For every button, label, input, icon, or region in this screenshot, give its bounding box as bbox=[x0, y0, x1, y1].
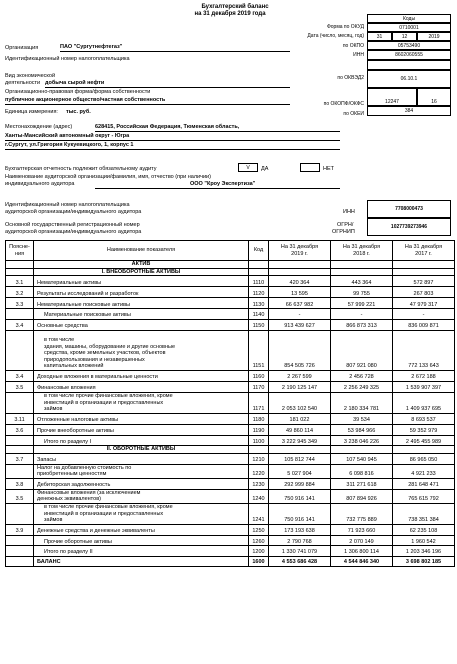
row-value-2017: 765 615 792 bbox=[393, 489, 455, 503]
row-value-2018: 732 775 889 bbox=[331, 503, 393, 524]
row-name: Материальные поисковые активы bbox=[34, 309, 249, 320]
row-note bbox=[6, 464, 34, 478]
row-value-2018: - bbox=[331, 309, 393, 320]
row-value-2017: 738 351 384 bbox=[393, 503, 455, 524]
okved-label: по ОКВЭД2 bbox=[337, 75, 364, 81]
auditor-ogrn-code-1: ОГРН/ bbox=[337, 222, 354, 228]
row-name: в том числе прочие финансовые вложения, кроме инвестиций в организации и предоставленных займов bbox=[34, 392, 249, 413]
row-code bbox=[249, 268, 269, 276]
unit-label: Единица измерения: bbox=[5, 109, 58, 115]
row-value-2017: 3 698 802 185 bbox=[393, 556, 455, 566]
activity-label-1: Вид экономической bbox=[5, 73, 56, 79]
row-name: в том числе здания, машины, оборудование и другие основные средства, кроме земельных участков, объектов природопользования и незавершенных капитальных вложений bbox=[34, 330, 249, 370]
row-note bbox=[6, 268, 34, 276]
row-value-2018 bbox=[331, 446, 393, 454]
row-note bbox=[6, 446, 34, 454]
row-value-2017: 281 648 471 bbox=[393, 478, 455, 489]
audit-no-label: НЕТ bbox=[323, 166, 334, 172]
row-note: 3.11 bbox=[6, 413, 34, 424]
row-code: 1170 bbox=[249, 381, 269, 392]
row-name: Дебиторская задолженность bbox=[34, 478, 249, 489]
table-row bbox=[6, 453, 455, 464]
row-code: 1180 bbox=[249, 413, 269, 424]
table-row bbox=[6, 370, 455, 381]
row-note: 3.4 bbox=[6, 319, 34, 330]
audit-subject-label: Бухгалтерская отчетность подлежит обязательному аудиту bbox=[5, 166, 157, 172]
row-name: в том числе прочие финансовые вложения, кроме инвестиций в организации и предоставленных займов bbox=[34, 503, 249, 524]
row-code: 1150 bbox=[249, 319, 269, 330]
auditor-inn-value: 7708000473 bbox=[367, 200, 451, 218]
auditor-inn-code: ИНН bbox=[343, 209, 355, 215]
activity-value: добыча сырой нефти bbox=[45, 80, 290, 88]
row-note: 3.5 bbox=[6, 489, 34, 503]
table-row bbox=[6, 464, 455, 478]
row-value-2019: 49 860 114 bbox=[269, 424, 331, 435]
row-value-2018: 866 873 313 bbox=[331, 319, 393, 330]
table-row bbox=[6, 503, 455, 524]
row-value-2017: 1 409 937 695 bbox=[393, 392, 455, 413]
row-name: БАЛАНС bbox=[34, 556, 249, 566]
row-value-2017: 1 539 907 397 bbox=[393, 381, 455, 392]
balance-table bbox=[5, 240, 455, 567]
row-value-2018: 807 921 080 bbox=[331, 330, 393, 370]
row-name: I. ВНЕОБОРОТНЫЕ АКТИВЫ bbox=[34, 268, 249, 276]
row-name: Финансовые вложения bbox=[34, 381, 249, 392]
table-row bbox=[6, 381, 455, 392]
row-value-2019: 1 330 741 079 bbox=[269, 546, 331, 557]
row-value-2019: 105 812 744 bbox=[269, 453, 331, 464]
row-value-2019: - bbox=[269, 309, 331, 320]
row-value-2018: 107 540 945 bbox=[331, 453, 393, 464]
row-code: 1100 bbox=[249, 435, 269, 446]
row-value-2018 bbox=[331, 261, 393, 269]
row-value-2019: 2 790 768 bbox=[269, 535, 331, 546]
row-note: 3.9 bbox=[6, 524, 34, 535]
row-value-2017 bbox=[393, 446, 455, 454]
row-value-2017: 2 672 188 bbox=[393, 370, 455, 381]
table-row bbox=[6, 424, 455, 435]
table-row bbox=[6, 319, 455, 330]
okopf-value: 12247 bbox=[367, 88, 417, 106]
row-value-2018: 2 180 334 781 bbox=[331, 392, 393, 413]
table-row bbox=[6, 489, 455, 503]
row-value-2019: 854 505 726 bbox=[269, 330, 331, 370]
row-name: Денежные средства и денежные эквиваленты bbox=[34, 524, 249, 535]
table-row bbox=[6, 524, 455, 535]
row-value-2018: 6 098 816 bbox=[331, 464, 393, 478]
auditor-ogrn-label-2: аудиторской организации/индивидуального аудитора bbox=[5, 229, 142, 235]
row-note bbox=[6, 309, 34, 320]
row-code: 1240 bbox=[249, 489, 269, 503]
activity-label-2: деятельности bbox=[5, 80, 41, 86]
row-code: 1190 bbox=[249, 424, 269, 435]
row-value-2019: 4 553 686 428 bbox=[269, 556, 331, 566]
date-month: 12 bbox=[392, 32, 417, 41]
auditor-inn-label-1: Идентификационный номер налогоплательщика bbox=[5, 202, 130, 208]
row-note bbox=[6, 546, 34, 557]
row-name: Налог на добавленную стоимость по приобретенным ценностям bbox=[34, 464, 249, 478]
date-day: 31 bbox=[367, 32, 392, 41]
row-note: 3.8 bbox=[6, 478, 34, 489]
okpo-label: по ОКПО bbox=[342, 43, 364, 49]
row-value-2017: 8 693 537 bbox=[393, 413, 455, 424]
row-note bbox=[6, 535, 34, 546]
row-code: 1260 bbox=[249, 535, 269, 546]
row-value-2019: 5 027 904 bbox=[269, 464, 331, 478]
row-name: Запасы bbox=[34, 453, 249, 464]
row-value-2017: 1 203 346 196 bbox=[393, 546, 455, 557]
okud-label: Форма по ОКУД bbox=[326, 24, 364, 30]
row-note bbox=[6, 435, 34, 446]
address-line-2: Ханты-Мансийский автономный округ - Югра bbox=[5, 133, 340, 141]
codes-header: Коды bbox=[367, 14, 451, 23]
header-name: Наименование показателя bbox=[34, 241, 249, 261]
row-note: 3.1 bbox=[6, 276, 34, 287]
org-inn-label: Идентификационный номер налогоплательщика bbox=[5, 56, 130, 62]
audit-yes-checkbox[interactable]: V bbox=[238, 163, 258, 172]
auditor-ogrn-value: 1027739273946 bbox=[367, 218, 451, 236]
row-value-2017: 59 352 979 bbox=[393, 424, 455, 435]
row-note bbox=[6, 392, 34, 413]
row-code: 1600 bbox=[249, 556, 269, 566]
header-code: Код bbox=[249, 241, 269, 261]
table-row bbox=[6, 330, 455, 370]
row-value-2019: 913 439 627 bbox=[269, 319, 331, 330]
table-row bbox=[6, 435, 455, 446]
auditor-inn-label-2: аудиторской организации/индивидуального аудитора bbox=[5, 209, 142, 215]
row-code: 1230 bbox=[249, 478, 269, 489]
okei-label: по ОКЕИ bbox=[343, 111, 364, 117]
row-value-2018: 807 894 926 bbox=[331, 489, 393, 503]
row-value-2018: 2 456 728 bbox=[331, 370, 393, 381]
row-value-2019 bbox=[269, 268, 331, 276]
table-row bbox=[6, 287, 455, 298]
row-value-2017: 47 979 317 bbox=[393, 298, 455, 309]
table-row bbox=[6, 298, 455, 309]
org-label: Организация bbox=[5, 45, 39, 51]
table-row bbox=[6, 309, 455, 320]
row-value-2017: 86 965 050 bbox=[393, 453, 455, 464]
address-line-3: г.Сургут, ул.Григория Кукуевицкого, 1, корпус 1 bbox=[5, 142, 340, 150]
row-code: 1160 bbox=[249, 370, 269, 381]
row-name: II. ОБОРОТНЫЕ АКТИВЫ bbox=[34, 446, 249, 454]
row-value-2017: 267 803 bbox=[393, 287, 455, 298]
auditor-label-2: индивидуального аудитора bbox=[5, 181, 75, 187]
auditor-label-1: Наименование аудиторской организации/фамилия, имя, отчество (при наличии) bbox=[5, 174, 211, 180]
row-value-2018: 57 999 221 bbox=[331, 298, 393, 309]
row-value-2018: 2 256 249 325 bbox=[331, 381, 393, 392]
unit-value: тыс. руб. bbox=[66, 109, 91, 115]
row-code: 1140 bbox=[249, 309, 269, 320]
row-note: 3.5 bbox=[6, 381, 34, 392]
row-code: 1250 bbox=[249, 524, 269, 535]
okud-value: 0710001 bbox=[367, 23, 451, 32]
legal-form-value: публичное акционерное общество/частная собственность bbox=[5, 97, 290, 105]
row-name: Доходные вложения в материальные ценности bbox=[34, 370, 249, 381]
row-code: 1120 bbox=[249, 287, 269, 298]
auditor-name: ООО "Кроу Экспертиза" bbox=[190, 181, 256, 187]
audit-yes-label: ДА bbox=[261, 166, 269, 172]
row-note bbox=[6, 261, 34, 269]
row-value-2017: 1 960 542 bbox=[393, 535, 455, 546]
row-name: Нематериальные активы bbox=[34, 276, 249, 287]
row-code: 1241 bbox=[249, 503, 269, 524]
row-name: Отложенные налоговые активы bbox=[34, 413, 249, 424]
legal-form-label: Организационно-правовая форма/форма собственности bbox=[5, 89, 151, 95]
row-value-2019: 750 916 141 bbox=[269, 503, 331, 524]
table-row bbox=[6, 261, 455, 269]
audit-no-checkbox[interactable] bbox=[300, 163, 320, 172]
row-value-2018: 71 923 660 bbox=[331, 524, 393, 535]
address-line-1: 628415, Российская Федерация, Тюменская область, bbox=[95, 124, 340, 132]
row-value-2017: 2 495 455 989 bbox=[393, 435, 455, 446]
row-code: 1210 bbox=[249, 453, 269, 464]
row-note bbox=[6, 503, 34, 524]
row-value-2019: 2 053 102 540 bbox=[269, 392, 331, 413]
row-value-2019: 2 267 599 bbox=[269, 370, 331, 381]
row-code: 1110 bbox=[249, 276, 269, 287]
row-value-2018: 311 271 618 bbox=[331, 478, 393, 489]
row-value-2019: 292 999 884 bbox=[269, 478, 331, 489]
row-code: 1151 bbox=[249, 330, 269, 370]
row-name: Финансовые вложения (за исключением денежных эквивалентов) bbox=[34, 489, 249, 503]
date-year: 2019 bbox=[417, 32, 451, 41]
auditor-ogrn-code-2: ОГРНИП bbox=[332, 229, 355, 235]
row-code bbox=[249, 261, 269, 269]
row-value-2017: 772 133 643 bbox=[393, 330, 455, 370]
row-note: 3.6 bbox=[6, 424, 34, 435]
row-name: Прочие оборотные активы bbox=[34, 535, 249, 546]
row-value-2019: 3 222 945 349 bbox=[269, 435, 331, 446]
okfs-value: 16 bbox=[417, 88, 451, 106]
header-note: Поясне- ния bbox=[6, 241, 34, 261]
row-value-2017: 836 009 871 bbox=[393, 319, 455, 330]
row-value-2018: 2 070 149 bbox=[331, 535, 393, 546]
row-code bbox=[249, 446, 269, 454]
table-row bbox=[6, 546, 455, 557]
document-title: Бухгалтерский баланс bbox=[201, 4, 269, 10]
row-value-2019: 173 193 638 bbox=[269, 524, 331, 535]
table-row bbox=[6, 392, 455, 413]
header-2017: На 31 декабря 2017 г. bbox=[393, 241, 455, 261]
address-label: Местонахождение (адрес) bbox=[5, 124, 73, 130]
row-note: 3.2 bbox=[6, 287, 34, 298]
row-value-2019: 66 637 982 bbox=[269, 298, 331, 309]
row-value-2018: 1 306 800 114 bbox=[331, 546, 393, 557]
row-code: 1220 bbox=[249, 464, 269, 478]
table-row bbox=[6, 446, 455, 454]
row-name: Результаты исследований и разработок bbox=[34, 287, 249, 298]
auditor-ogrn-label-1: Основной государственный регистрационный номер bbox=[5, 222, 140, 228]
row-name: Нематериальные поисковые активы bbox=[34, 298, 249, 309]
header-2019: На 31 декабря 2019 г. bbox=[269, 241, 331, 261]
table-row bbox=[6, 556, 455, 566]
row-value-2018: 53 984 966 bbox=[331, 424, 393, 435]
row-code: 1171 bbox=[249, 392, 269, 413]
row-value-2017: - bbox=[393, 309, 455, 320]
inn-value: 8602060555 bbox=[367, 50, 451, 60]
row-value-2019: 181 022 bbox=[269, 413, 331, 424]
row-value-2018: 443 364 bbox=[331, 276, 393, 287]
row-value-2018: 3 238 046 226 bbox=[331, 435, 393, 446]
table-row bbox=[6, 276, 455, 287]
row-value-2019 bbox=[269, 261, 331, 269]
okved-value: 06.10.1 bbox=[367, 70, 451, 88]
org-name: ПАО "Сургутнефтегаз" bbox=[60, 44, 290, 52]
row-note bbox=[6, 330, 34, 370]
row-note bbox=[6, 556, 34, 566]
row-note: 3.7 bbox=[6, 453, 34, 464]
row-name: Итого по разделу I bbox=[34, 435, 249, 446]
row-name: Итого по разделу II bbox=[34, 546, 249, 557]
row-value-2018 bbox=[331, 268, 393, 276]
row-value-2019: 2 190 125 147 bbox=[269, 381, 331, 392]
row-value-2019: 750 916 141 bbox=[269, 489, 331, 503]
row-code: 1200 bbox=[249, 546, 269, 557]
row-note: 3.4 bbox=[6, 370, 34, 381]
okopf-label: по ОКОПФ/ОКФС bbox=[323, 101, 364, 107]
blank-code-row bbox=[367, 60, 451, 70]
row-name: Прочие внеоборотные активы bbox=[34, 424, 249, 435]
table-row bbox=[6, 413, 455, 424]
row-value-2017: 4 921 233 bbox=[393, 464, 455, 478]
row-name: АКТИВ bbox=[34, 261, 249, 269]
row-value-2017: 572 897 bbox=[393, 276, 455, 287]
okpo-value: 05753490 bbox=[367, 41, 451, 50]
row-value-2019: 420 364 bbox=[269, 276, 331, 287]
table-row bbox=[6, 478, 455, 489]
row-value-2018: 39 534 bbox=[331, 413, 393, 424]
row-value-2018: 4 544 846 340 bbox=[331, 556, 393, 566]
row-value-2017 bbox=[393, 268, 455, 276]
row-value-2019: 13 595 bbox=[269, 287, 331, 298]
row-value-2019 bbox=[269, 446, 331, 454]
row-code: 1130 bbox=[249, 298, 269, 309]
row-value-2017: 62 235 108 bbox=[393, 524, 455, 535]
row-note: 3.3 bbox=[6, 298, 34, 309]
table-row bbox=[6, 535, 455, 546]
table-row bbox=[6, 268, 455, 276]
inn-code-label: ИНН bbox=[353, 52, 364, 58]
document-subtitle: на 31 декабря 2019 года bbox=[194, 11, 266, 17]
date-label: Дата (число, месяц, год) bbox=[307, 33, 364, 39]
row-value-2017 bbox=[393, 261, 455, 269]
header-2018: На 31 декабря 2018 г. bbox=[331, 241, 393, 261]
row-value-2018: 99 755 bbox=[331, 287, 393, 298]
row-name: Основные средства bbox=[34, 319, 249, 330]
okei-value: 384 bbox=[367, 106, 451, 116]
